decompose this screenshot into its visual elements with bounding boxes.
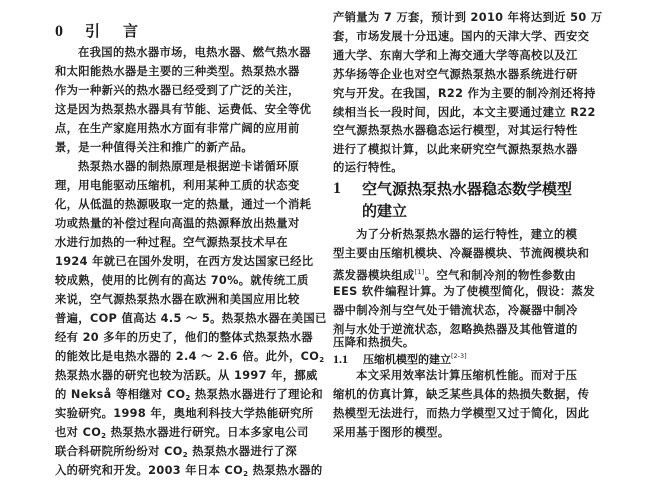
text-line: 理，用电能驱动压缩机，利用某种工质的状态变 (55, 179, 300, 192)
text-line: 热泵热水器的制热原理是根据逆卡诺循环原 (78, 160, 300, 173)
text-span: 蒸发器模块组成 (333, 269, 415, 282)
text-span: 入的研究和开发。2003 年日本 CO (55, 464, 244, 477)
subscript: 2 (182, 451, 188, 459)
text-line (55, 350, 324, 367)
text-line (55, 388, 323, 405)
section-number: 1.1 (333, 352, 348, 366)
text-line: 进行了模拟计算，以此来研究空气源热泵热水器 (333, 143, 578, 156)
text-line: 水进行加热的一种过程。空气源热泵技术早在 (55, 236, 288, 249)
heading-line: 的建立 (362, 202, 408, 220)
citation-ref[interactable]: [2-3] (451, 352, 467, 360)
text-line: 器中制冷剂与空气处于错流状态，冷凝器中制冷 (333, 304, 578, 317)
section-0-heading (55, 20, 138, 41)
section-number: 0 (55, 23, 63, 40)
text-line (55, 445, 297, 462)
text-line: 实验研究。1998 年，奥地利科技大学热能研究所 (55, 407, 314, 420)
text-line: 的运行特性。 (333, 161, 403, 174)
text-line (333, 266, 576, 282)
heading-char: 引 (85, 22, 101, 40)
text-span: 的 Nekså 等相继对 CO (55, 388, 186, 401)
section-number: 1 (333, 180, 341, 197)
section-1-1-heading (333, 351, 467, 367)
text-line: 套，市场发展十分迅速。国内的天津大学、西安交 (333, 30, 590, 43)
citation-ref[interactable]: [1] (414, 268, 425, 276)
text-line: 压降和热损失。 (333, 336, 415, 349)
text-line: 续相当长一段时间，因此，本文主要通过建立 R22 (333, 106, 596, 119)
text-line: 苏华扬等企业也对空气源热泵热水器系统进行研 (333, 68, 578, 81)
text-span: 热泵热水器进行了理论和 (190, 388, 324, 401)
text-line: 化，从低温的热源吸取一定的热量，通过一个消耗 (55, 198, 312, 211)
text-span: 。空气和制冷剂的物性参数由 (424, 269, 577, 282)
text-line: 普遍，COP 值高达 4.5 ～ 5。热泵热水器在美国已 (55, 312, 327, 325)
text-line: 热泵热水器的研究也较为活跃。从 1997 年，挪威 (55, 369, 318, 382)
text-line: 通大学、东南大学和上海交通大学等高校以及江 (333, 49, 578, 62)
text-line: 剂与水处于逆流状态，忽略换热器及其他管道的 (333, 323, 578, 336)
text-line: 来说，空气源热泵热水器在欧洲和美国应用比较 (55, 293, 300, 306)
text-line (55, 464, 323, 481)
text-line: 产销量为 7 万套，预计到 2010 年将达到近 50 万 (333, 11, 603, 24)
text-line: EES 软件编程计算。为了使模型简化，假设：蒸发 (333, 285, 595, 298)
text-line: 作为一种新兴的热水器已经受到了广泛的关注， (55, 84, 300, 97)
subscript: 2 (101, 432, 107, 440)
text-line: 和太阳能热水器是主要的三种类型。热泵热水器 (55, 65, 300, 78)
text-span: 也对 CO (55, 426, 102, 439)
heading-line: 空气源热泵热水器稳态数学模型 (362, 180, 573, 198)
text-line: 采用基于图形的模型。 (333, 426, 450, 439)
text-line: 1924 年就已在国外发明，在西方发达国家已经比 (55, 255, 314, 268)
text-line: 景，是一种值得关注和推广的新产品。 (55, 141, 253, 154)
text-line: 为了分析热泵热水器的运行特性，建立的模 (356, 228, 578, 241)
subscript: 2 (243, 470, 249, 478)
text-line: 究与开发。在我国，R22 作为主要的制冷剂还将持 (333, 87, 596, 100)
text-span: 的能效比是电热水器的 2.4 ～ 2.6 倍。此外，CO (55, 350, 320, 363)
text-line: 经有 20 多年的历史了，他们的整体式热泵热水器 (55, 331, 313, 344)
text-line: 本文采用效率法计算压缩机性能。而对于压 (356, 369, 578, 382)
text-line: 在我国的热水器市场，电热水器、燃气热水器 (78, 46, 311, 59)
text-span: 热泵热水器进行了深 (187, 445, 298, 458)
text-line: 这是因为热泵热水器具有节能、运费低、安全等优 (55, 103, 312, 116)
text-line: 功或热量的补偿过程向高温的热源释放出热量对 (55, 217, 300, 230)
heading-char: 言 (123, 22, 139, 40)
text-line: 热模型无法进行，而热力学模型又过于简化，因此 (333, 407, 590, 420)
text-span: 热泵热水器的 (248, 464, 323, 477)
subscript: 2 (319, 356, 325, 364)
text-span: 热泵热水器进行研究。日本多家电公司 (106, 426, 309, 439)
text-line: 缩机的仿真计算，缺乏某些具体的热损失数据，传 (333, 388, 590, 401)
subscript: 2 (185, 394, 191, 402)
text-line: 点，在生产家庭用热水方面有非常广阔的应用前 (55, 122, 300, 135)
heading-text: 压缩机模型的建立 (363, 353, 451, 366)
text-span: 联合科研院所纷纷对 CO (55, 445, 183, 458)
text-line (55, 426, 309, 443)
text-line: 较成熟，使用的比例有的高达 70%。就传统工质 (55, 274, 309, 287)
text-line: 空气源热泵热水器稳态运行模型，对其运行特性 (333, 124, 578, 137)
text-line: 型主要由压缩机模块、冷凝器模块、节流阀模块和 (333, 247, 590, 260)
